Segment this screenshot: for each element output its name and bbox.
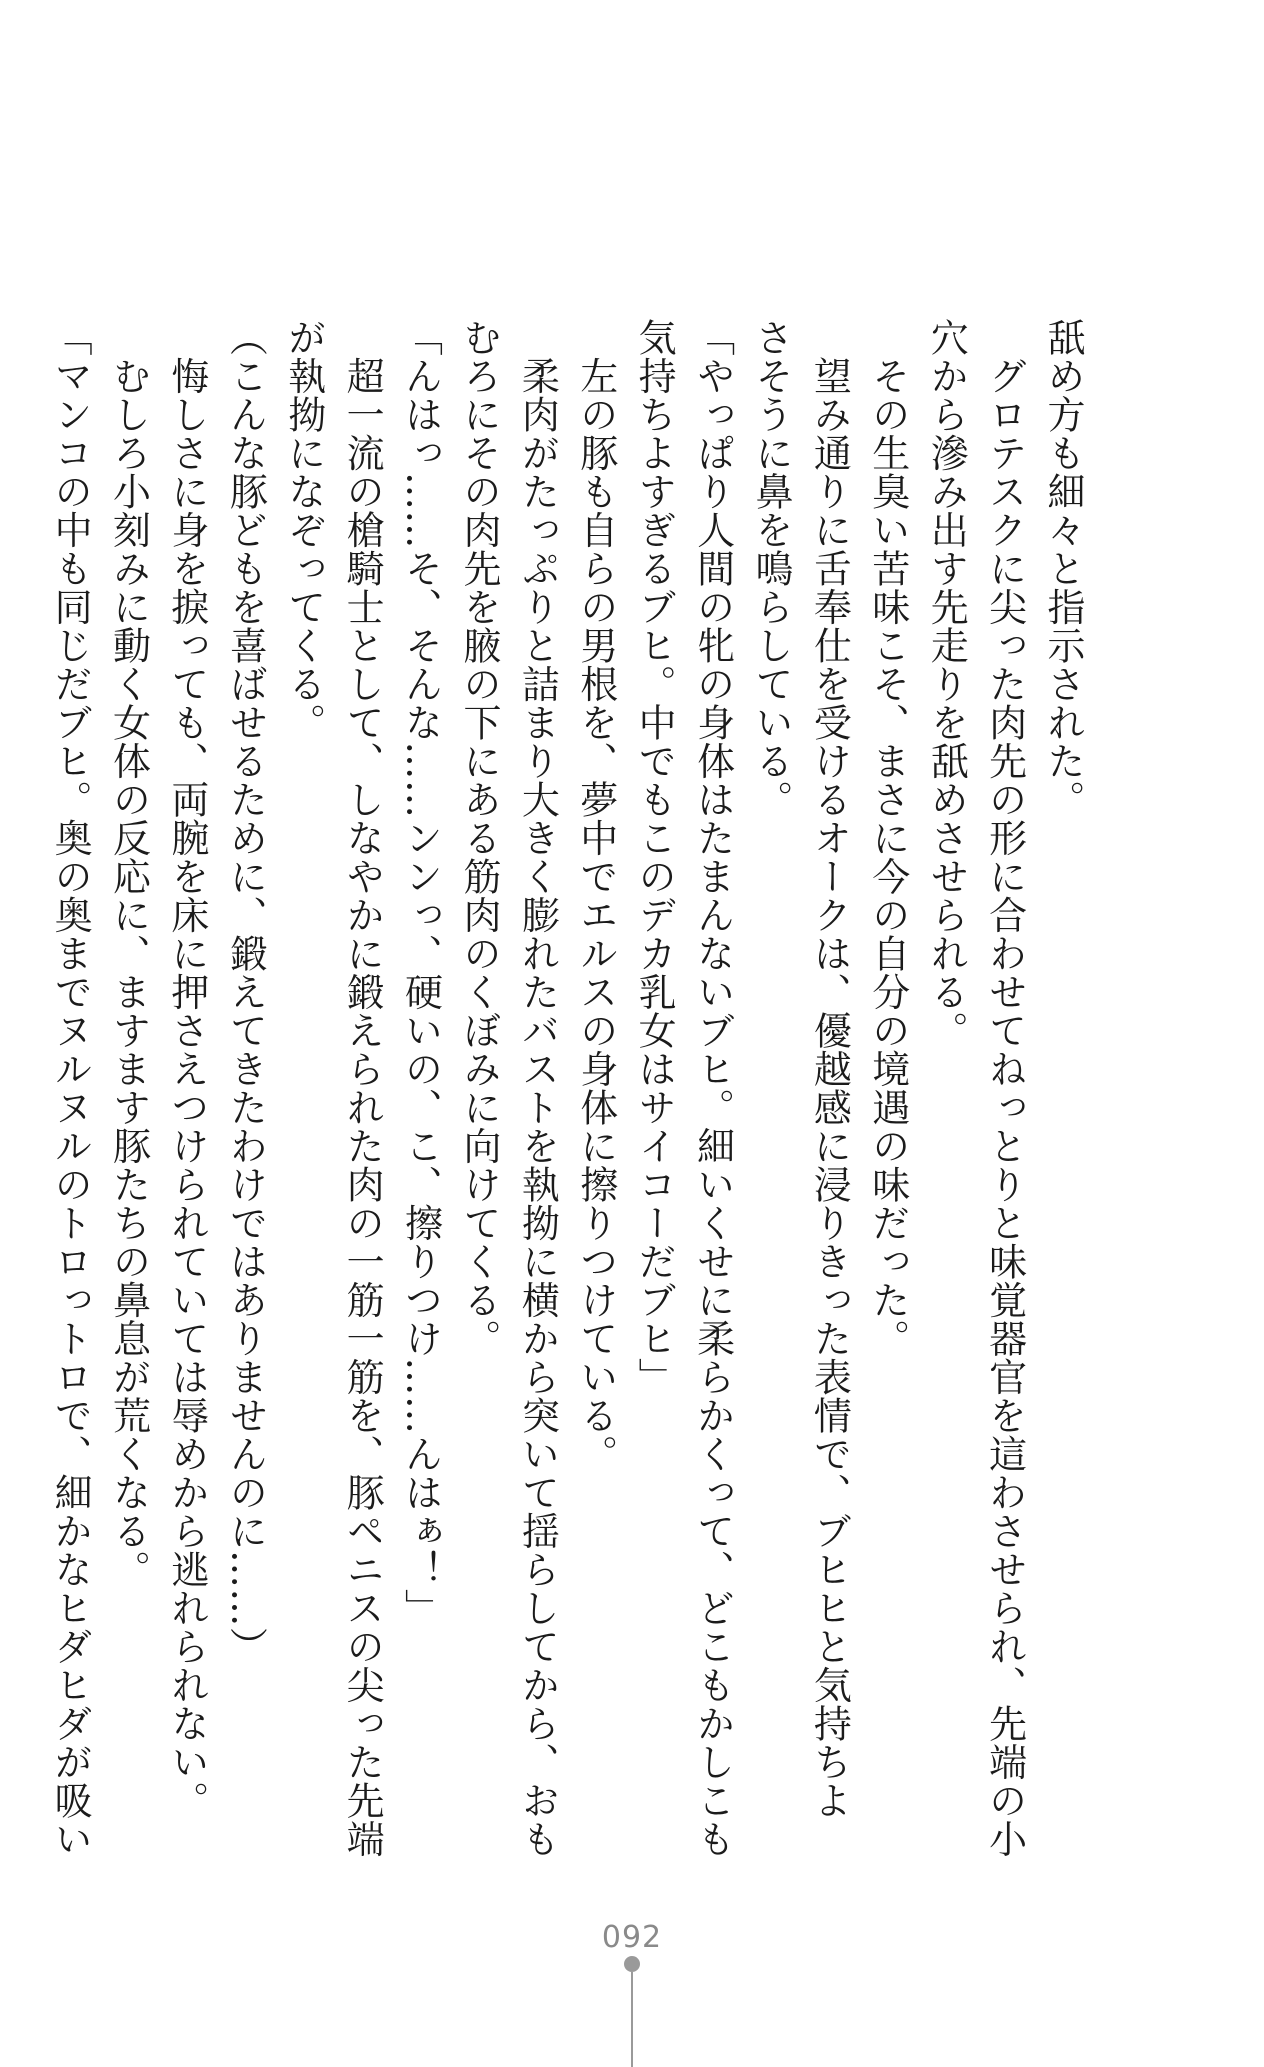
text-line: グロテスクに尖った肉先の形に合わせてねっとりと味覚器官を這わさせられ、先端の小 <box>982 318 1027 1858</box>
text-line: が執拗になぞってくる。 <box>281 318 326 742</box>
text-line: 望み通りに舌奉仕を受けるオークは、優越感に浸りきった表情で、ブヒヒと気持ちよ <box>807 318 852 1820</box>
marker-dot <box>624 1956 640 1972</box>
text-line: （こんな豚どもを喜ばせるために、鍛えてきたわけではありませんのに……） <box>223 318 268 1666</box>
text-line: 穴から滲み出す先走りを舐めさせられる。 <box>924 318 969 1050</box>
text-line: むろにその肉先を腋の下にある筋肉のくぼみに向けてくる。 <box>456 318 501 1358</box>
text-line: 悔しさに身を捩っても、両腕を床に押さえつけられていては辱めから逃れられない。 <box>164 318 209 1820</box>
text-line: 気持ちよすぎるブヒ。中でもこのデカ乳女はサイコーだブヒ」 <box>632 318 677 1396</box>
page-number: 092 <box>601 1920 663 1955</box>
text-line: 「マンコの中も同じだブヒ。奥の奥までヌルヌルのトロっトロで、細かなヒダヒダが吸い <box>48 318 93 1858</box>
text-line: 舐め方も細々と指示された。 <box>1041 318 1085 819</box>
text-line: さそうに鼻を鳴らしている。 <box>748 318 793 819</box>
text-line: むしろ小刻みに動く女体の反応に、ますます豚たちの鼻息が荒くなる。 <box>106 318 151 1589</box>
text-line: 「やっぱり人間の牝の身体はたまんないブヒ。細いくせに柔らかくって、どこもかしこも <box>690 318 735 1858</box>
text-line: 「んはっ……そ、そんな……ンンっ、硬いの、こ、擦りつけ……んはぁ！」 <box>398 318 443 1627</box>
text-line: 左の豚も自らの男根を、夢中でエルスの身体に擦りつけている。 <box>573 318 618 1473</box>
vertical-text-block <box>48 318 1092 1858</box>
text-line: 超一流の槍騎士として、しなやかに鍛えられた肉の一筋一筋を、豚ペニスの尖った先端 <box>340 318 385 1858</box>
text-line: その生臭い苦味こそ、まさに今の自分の境遇の味だった。 <box>865 318 910 1358</box>
text-line: 柔肉がたっぷりと詰まり大きく膨れたバストを執拗に横から突いて揺らしてから、おも <box>515 318 560 1858</box>
page-marker-icon <box>0 1952 1264 2067</box>
